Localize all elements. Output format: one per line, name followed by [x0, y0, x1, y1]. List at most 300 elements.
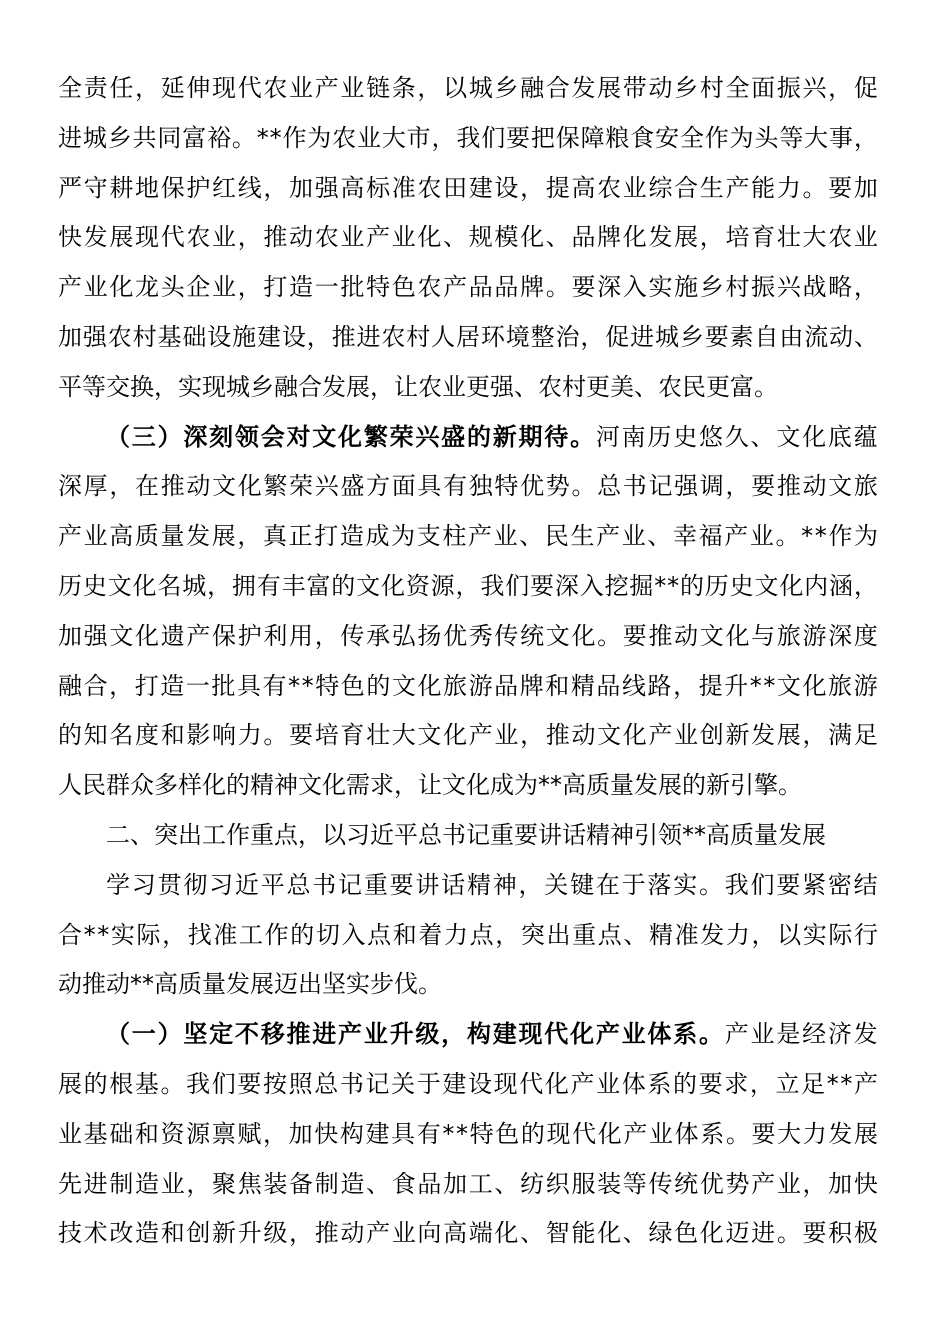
body-text: 基: [83, 1119, 108, 1148]
body-text: 发: [751, 721, 776, 750]
body-text: 传: [494, 621, 519, 650]
body-text: 一: [185, 671, 210, 700]
body-text: 方: [366, 472, 391, 501]
body-text: 融: [520, 74, 545, 102]
body-text: 先: [58, 1169, 82, 1198]
bold-heading-text: 繁: [363, 422, 388, 451]
body-text: 赋: [237, 1119, 262, 1148]
body-text: 聚: [212, 1169, 237, 1198]
bold-heading-text: 一: [131, 1020, 156, 1049]
body-text: 化: [237, 472, 262, 501]
body-text: 记: [648, 472, 673, 501]
body-text: 展: [674, 223, 699, 252]
body-text: 耕: [109, 173, 134, 202]
body-text: 文: [356, 571, 381, 600]
body-text: 保: [555, 123, 580, 152]
body-text: 迈: [725, 1219, 750, 1248]
body-text: 深: [828, 621, 853, 650]
body-text: 加: [289, 173, 314, 202]
body-text: 关: [391, 1069, 416, 1098]
body-text: 具: [236, 671, 261, 700]
body-text: 行: [854, 920, 878, 949]
text-line: [58, 1160, 878, 1210]
body-text: 快: [314, 1119, 339, 1148]
body-text: 合: [83, 671, 108, 700]
body-text: 术: [83, 1219, 108, 1248]
body-text: *: [456, 1119, 468, 1148]
body-text: 业: [58, 1119, 82, 1148]
body-text: 产: [724, 522, 749, 551]
bold-heading-text: 现: [518, 1020, 543, 1049]
body-text: 业: [649, 1119, 673, 1148]
body-text: 要: [698, 1069, 723, 1098]
body-text: 品: [571, 223, 596, 252]
bold-heading-text: 待: [544, 422, 569, 451]
body-text: 市: [406, 123, 431, 152]
body-text: 升: [724, 671, 749, 700]
body-text: 壮: [366, 721, 391, 750]
body-text: 线: [237, 173, 262, 202]
body-text: 造: [160, 671, 185, 700]
body-text: 能: [571, 1219, 596, 1248]
body-text: 厚: [83, 472, 108, 501]
body-text: 有: [262, 671, 287, 700]
body-text: 传: [340, 621, 365, 650]
bold-heading-text: 产: [338, 1020, 363, 1049]
body-text: 总: [286, 870, 311, 899]
body-text: 乡: [699, 273, 724, 302]
body-text: 建: [257, 322, 281, 351]
body-text: 文: [109, 621, 134, 650]
body-text: 展: [597, 74, 622, 102]
bold-heading-text: 级: [415, 1020, 440, 1049]
body-text: 牌: [519, 671, 544, 700]
body-text: 河: [595, 422, 620, 451]
body-text: 纺: [520, 1169, 545, 1198]
body-text: 有: [416, 1119, 441, 1148]
body-text: 点: [597, 920, 622, 949]
body-text: 我: [456, 123, 481, 152]
body-text: 大: [777, 1119, 802, 1148]
body-text: 色: [340, 671, 365, 700]
body-text: 建: [468, 173, 493, 202]
body-text: 照: [288, 1069, 313, 1098]
body-text: 关: [544, 870, 569, 899]
body-text: 、: [750, 422, 775, 451]
body-text: 挖: [604, 571, 629, 600]
body-text: 丰: [281, 571, 306, 600]
bold-heading-text: 会: [260, 422, 285, 451]
body-text: 化: [802, 671, 827, 700]
body-text: 共: [132, 123, 157, 152]
body-text: 乡: [494, 74, 519, 102]
body-text: 合: [674, 173, 699, 202]
body-text: 进: [58, 123, 82, 152]
body-text: 禀: [211, 1119, 236, 1148]
body-text: 推: [331, 322, 356, 351]
body-text: 特: [494, 472, 519, 501]
body-text: 名: [109, 721, 134, 750]
body-text: 代: [519, 1069, 544, 1098]
body-text: 大: [802, 223, 827, 252]
body-text: 化: [135, 621, 160, 650]
body-text: 久: [724, 422, 749, 451]
body-text: 历: [58, 571, 82, 600]
bold-heading-text: 产: [595, 1020, 620, 1049]
body-text: 标: [366, 173, 391, 202]
body-text: *: [801, 522, 814, 551]
bold-heading-text: 的: [466, 422, 491, 451]
body-text: 要: [751, 1119, 776, 1148]
body-text: 动: [829, 322, 854, 351]
body-text: ，: [237, 273, 262, 302]
body-text: 业: [494, 721, 519, 750]
body-text: 向: [417, 1219, 442, 1248]
body-text: 造: [135, 1169, 160, 1198]
body-text: *: [763, 671, 776, 700]
body-text: 的: [58, 721, 82, 750]
body-text: 统: [674, 1169, 699, 1198]
body-text: 兴: [802, 74, 827, 102]
body-text: 促: [853, 74, 878, 102]
body-text: *: [269, 123, 282, 152]
body-text: 独: [468, 472, 493, 501]
body-text: 创: [186, 1219, 211, 1248]
body-text: 产: [366, 223, 391, 252]
body-text: ，: [289, 1219, 314, 1248]
bold-heading-text: 不: [234, 1020, 259, 1049]
body-text: 城: [468, 74, 493, 102]
body-text: 平: [260, 870, 285, 899]
body-text: 化: [417, 671, 442, 700]
bold-heading-text: 化: [338, 422, 363, 451]
body-text: 全: [58, 74, 82, 102]
body-text: 重: [363, 870, 388, 899]
body-text: 力: [237, 721, 262, 750]
body-text: 农: [186, 223, 211, 252]
body-text: 产: [314, 74, 339, 102]
body-text: 优: [520, 472, 545, 501]
body-text: 产: [751, 1169, 776, 1198]
body-text: 二、突出工作重点，以习近平总书记重要讲话精神引领**高质量发展: [106, 820, 826, 849]
body-text: 、: [622, 1219, 647, 1248]
body-text: 护: [237, 621, 262, 650]
body-text: 正: [288, 522, 313, 551]
body-text: 全: [725, 74, 750, 102]
body-text: 为: [854, 522, 878, 551]
body-text: 量: [160, 522, 185, 551]
body-text: 系: [700, 1119, 725, 1148]
body-text: 打: [263, 273, 288, 302]
body-text: 源: [186, 1119, 211, 1148]
body-text: 施: [232, 322, 257, 351]
body-text: 新: [725, 721, 750, 750]
body-text: 系: [647, 1069, 672, 1098]
body-text: 制: [314, 1169, 339, 1198]
body-text: 和: [134, 1119, 159, 1148]
body-text: 大: [381, 123, 406, 152]
body-text: 同: [157, 123, 182, 152]
body-text: 农: [597, 173, 622, 202]
body-text: 。: [802, 173, 827, 202]
body-text: ，: [237, 522, 262, 551]
body-text: *: [840, 1069, 853, 1098]
body-text: 以: [777, 920, 802, 949]
body-text: 业: [493, 522, 518, 551]
body-text: 牌: [597, 223, 622, 252]
body-text: 的: [331, 571, 356, 600]
body-text: 面: [751, 74, 776, 102]
body-text: 旅: [776, 621, 801, 650]
body-text: 大: [804, 123, 829, 152]
body-text: 面: [391, 472, 416, 501]
bold-heading-text: 移: [260, 1020, 285, 1049]
body-text: 特: [366, 273, 391, 302]
body-text: 安: [655, 123, 680, 152]
body-text: 振: [751, 273, 776, 302]
body-text: 。: [263, 721, 288, 750]
body-text: *: [826, 1069, 839, 1098]
text-line: [58, 263, 878, 313]
body-text: 境: [505, 322, 530, 351]
body-text: 业: [674, 721, 699, 750]
body-text: 游: [802, 621, 827, 650]
body-text: 知: [83, 721, 108, 750]
body-text: 化: [779, 571, 804, 600]
body-text: 、: [647, 522, 672, 551]
text-line: [58, 164, 878, 214]
body-text: 精: [649, 920, 673, 949]
body-text: 要: [237, 1069, 262, 1098]
body-text: 准: [674, 920, 699, 949]
body-text: 能: [751, 173, 776, 202]
body-text: 强: [82, 322, 107, 351]
body-text: 和: [160, 1219, 185, 1248]
body-text: 乡: [679, 322, 704, 351]
body-text: 。: [160, 1069, 185, 1098]
body-text: 为: [729, 123, 754, 152]
body-text: 底: [827, 422, 852, 451]
body-text: 业: [160, 1169, 185, 1198]
body-text: 素: [729, 322, 754, 351]
body-text: 化: [699, 1219, 724, 1248]
body-text: 础: [182, 322, 207, 351]
body-text: 础: [109, 1119, 134, 1148]
body-text: 实: [802, 920, 827, 949]
body-text: 育: [751, 223, 776, 252]
body-text: 文: [417, 721, 442, 750]
body-text: ，: [417, 74, 442, 102]
body-text: ，: [263, 1119, 287, 1148]
text-line: [58, 911, 878, 961]
body-text: 成: [365, 522, 390, 551]
body-text: 色: [391, 273, 416, 302]
body-text: 资: [160, 1119, 185, 1148]
body-text: 文: [754, 571, 779, 600]
body-text: 化: [494, 1219, 519, 1248]
body-text: 城: [655, 322, 679, 351]
body-text: 结: [853, 870, 878, 899]
body-text: 造: [340, 1169, 365, 1198]
body-text: 讲: [415, 870, 440, 899]
body-text: 准: [213, 920, 238, 949]
body-text: 深: [554, 571, 579, 600]
body-text: 富: [182, 123, 207, 152]
body-text: 设: [494, 173, 519, 202]
body-text: ，: [135, 74, 160, 102]
body-text: 秀: [468, 621, 493, 650]
body-text: 要: [776, 870, 801, 899]
body-text: 习: [131, 870, 156, 899]
bold-heading-text: 领: [234, 422, 259, 451]
body-text: ，: [725, 472, 750, 501]
body-text: 。: [597, 621, 622, 650]
body-text: 游: [853, 671, 878, 700]
body-text: 大: [391, 721, 416, 750]
text-line: [58, 114, 878, 164]
body-text: 足: [853, 721, 878, 750]
body-text: 进: [83, 1169, 108, 1198]
bold-heading-text: 三: [131, 422, 156, 451]
body-text: 、: [366, 1169, 391, 1198]
bold-heading-text: 文: [312, 422, 337, 451]
body-text: 总: [597, 472, 622, 501]
body-text: 品: [494, 273, 519, 302]
body-text: 内: [804, 571, 829, 600]
body-text: 粮: [605, 123, 630, 152]
body-text: 际: [136, 920, 161, 949]
bold-heading-text: 对: [286, 422, 311, 451]
text-line: [58, 313, 878, 363]
body-text: 繁: [263, 472, 288, 501]
body-text: 平等交换，实现城乡融合发展，让农业更强、农村更美、农民更富。: [58, 372, 778, 401]
body-text: 近: [234, 870, 259, 899]
body-text: ，: [751, 920, 776, 949]
body-text: 动: [648, 74, 673, 102]
body-text: 创: [699, 721, 724, 750]
body-text: 推: [648, 621, 673, 650]
body-text: 的: [83, 1069, 108, 1098]
body-text: 质: [134, 522, 159, 551]
body-text: 作: [704, 123, 729, 152]
body-text: 企: [186, 273, 211, 302]
body-text: ，: [518, 870, 543, 899]
body-text: 际: [828, 920, 853, 949]
body-text: 彻: [183, 870, 208, 899]
body-text: 打: [134, 671, 159, 700]
body-text: 入: [579, 571, 604, 600]
body-text: 业: [83, 522, 108, 551]
body-text: ，: [495, 920, 520, 949]
body-text: 流: [804, 322, 829, 351]
body-text: 要: [751, 472, 776, 501]
body-text: 裕: [207, 123, 232, 152]
body-text: 作: [828, 522, 853, 551]
body-text: 话: [441, 870, 466, 899]
body-text: 业: [749, 522, 774, 551]
body-text: 快: [58, 223, 82, 252]
body-text: *: [654, 571, 667, 600]
body-text: 服: [571, 1169, 596, 1198]
text-line: [58, 761, 878, 811]
bold-heading-text: 盛: [441, 422, 466, 451]
body-text: 业: [340, 223, 365, 252]
bold-heading-text: 进: [312, 1020, 337, 1049]
body-text: 化: [802, 422, 827, 451]
body-text: 农: [107, 322, 132, 351]
body-text: 一: [314, 273, 339, 302]
body-text: 品: [596, 671, 621, 700]
body-text: *: [256, 123, 269, 152]
body-text: ，: [431, 123, 456, 152]
body-text: 悠: [698, 422, 723, 451]
body-text: 人: [431, 322, 456, 351]
body-text: 发: [571, 74, 596, 102]
body-text: 造: [339, 522, 364, 551]
body-text: 要: [289, 721, 314, 750]
body-text: 化: [597, 1119, 622, 1148]
body-text: 学: [106, 870, 130, 899]
body-text: 作: [264, 920, 289, 949]
body-text: 延: [160, 74, 185, 102]
body-text: 设: [281, 322, 306, 351]
body-text: 书: [622, 472, 647, 501]
bold-heading-text: 定: [209, 1020, 234, 1049]
body-text: ，: [853, 571, 878, 600]
body-text: 综: [648, 173, 673, 202]
body-text: 密: [827, 870, 852, 899]
body-text: 旅: [443, 671, 467, 700]
body-text: 强: [674, 472, 699, 501]
body-text: 农: [263, 74, 288, 102]
body-text: 批: [340, 273, 365, 302]
body-text: 化: [622, 721, 647, 750]
body-text: 、: [519, 522, 544, 551]
body-text: 生: [570, 522, 595, 551]
body-text: 具: [391, 1119, 416, 1148]
body-text: 满: [828, 721, 853, 750]
body-text: 经: [802, 1020, 827, 1049]
body-text: 护: [186, 173, 211, 202]
body-text: 展: [109, 223, 134, 252]
body-text: 展: [854, 1119, 878, 1148]
body-text: *: [301, 671, 314, 700]
body-text: 总: [314, 1069, 339, 1098]
body-text: 力: [444, 920, 468, 949]
body-text: 业: [356, 123, 381, 152]
body-text: 发: [700, 920, 725, 949]
body-text: 济: [827, 1020, 852, 1049]
body-text: 全: [679, 123, 704, 152]
text-line: [58, 1209, 878, 1259]
body-text: 历: [647, 422, 672, 451]
body-text: 设: [207, 322, 232, 351]
body-text: 培: [725, 223, 750, 252]
body-text: 牌: [520, 273, 545, 302]
body-text: 精: [466, 870, 491, 899]
body-text: 特: [469, 1119, 494, 1148]
body-text: 业: [853, 223, 878, 252]
body-text: 度: [853, 621, 878, 650]
body-text: 响: [212, 721, 237, 750]
body-text: 记: [338, 870, 363, 899]
body-text: 推: [776, 472, 801, 501]
body-text: 业: [391, 223, 416, 252]
body-text: 业: [212, 223, 237, 252]
body-text: 点: [469, 920, 494, 949]
body-text: 业: [750, 1020, 775, 1049]
text-line: [58, 64, 878, 114]
